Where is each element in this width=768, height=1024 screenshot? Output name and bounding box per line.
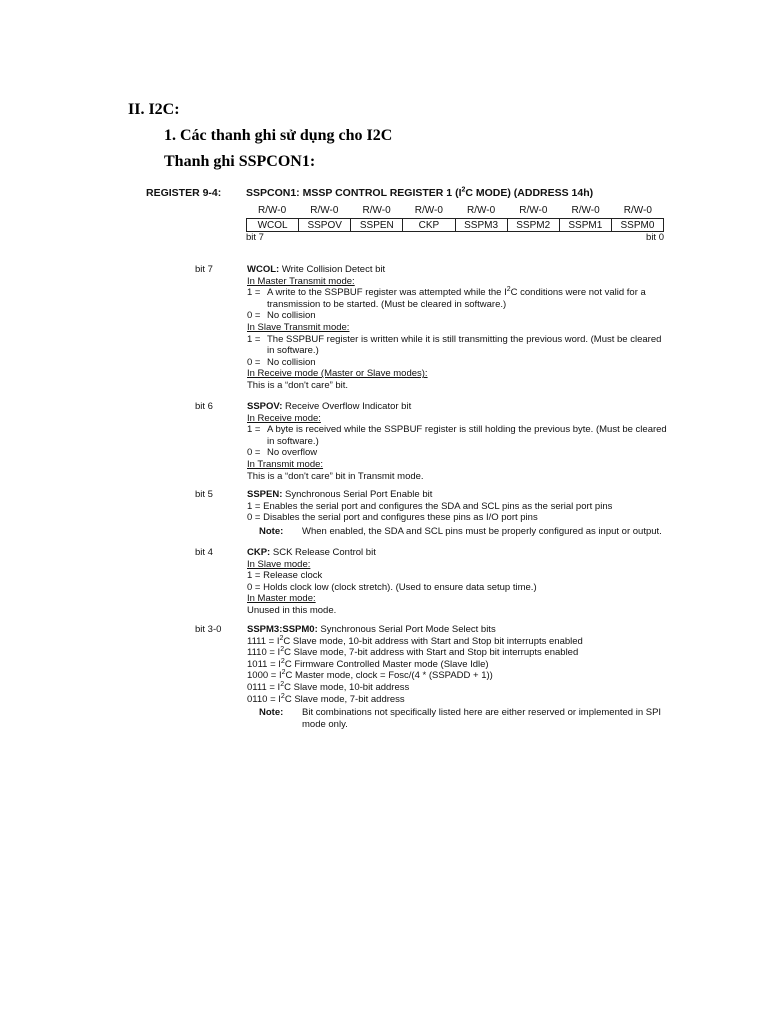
bit6-mode-receive: In Receive mode: [247, 412, 321, 424]
access-cell: R/W-0 [310, 205, 339, 216]
bit-high-label: bit 7 [246, 232, 264, 243]
access-cell: R/W-0 [519, 205, 548, 216]
access-cell: R/W-0 [623, 205, 652, 216]
bit7-m1-one: 1 = A write to the SSPBUF register was attempted while the $I^2C$ conditions were not valid for a transmission to be started. (Must be cleared in software.) [247, 286, 646, 310]
bit4-m2-text: Unused in this mode. [247, 604, 337, 616]
bit-name-cell: SSPM2 [508, 219, 560, 231]
register-bit-table [246, 204, 664, 244]
bit4-line-zero: 0 = Holds clock low (clock stretch). (Used to ensure data setup time.) [247, 581, 537, 593]
access-cell: R/W-0 [467, 205, 496, 216]
bit-name-cell: SSPM3 [456, 219, 508, 231]
bit4-description [247, 547, 667, 617]
access-cell: R/W-0 [362, 205, 391, 216]
bit6-m1-zero: 0 = No overflow [247, 447, 318, 459]
bit-low-label: bit 0 [646, 232, 664, 243]
bit30-mode-line: $0110 = I^2C$ Slave mode, 7-bit address [247, 692, 405, 705]
register-label: REGISTER 9-4: [146, 187, 222, 199]
access-cell: R/W-0 [258, 205, 287, 216]
bit6-m2-text: This is a “don't care” bit in Transmit mode. [247, 470, 424, 482]
bit-name-cell: SSPEN [351, 219, 403, 231]
bit4-mode-master: In Master mode: [247, 593, 316, 605]
access-cell: R/W-0 [414, 205, 443, 216]
access-cell: R/W-0 [571, 205, 600, 216]
access-row [246, 204, 664, 218]
bit5-line-one: 1 = Enables the serial port and configures the SDA and SCL pins as the serial port pins [247, 500, 613, 512]
bit4-label: bit 4 [195, 547, 213, 558]
bit4-line-one: 1 = Release clock [247, 570, 323, 582]
bit7-label: bit 7 [195, 264, 213, 275]
bit30-label: bit 3-0 [195, 624, 222, 635]
bit-name-cell: WCOL [247, 219, 299, 231]
bit5-title: Synchronous Serial Port Enable bit [282, 489, 433, 500]
bit5-line-zero: 0 = Disables the serial port and configures these pins as I/O port pins [247, 512, 538, 524]
section-heading: II. I2C: [128, 101, 180, 118]
bit4-title: SCK Release Control bit [270, 547, 376, 558]
bit7-mode-receive: In Receive mode (Master or Slave modes): [247, 368, 428, 380]
bit6-m1-one: 1 = A byte is received while the SSPBUF register is still holding the previous byte. (Must be cleared in software.) [247, 424, 667, 447]
bit7-m1-zero: 0 = No collision [247, 310, 316, 322]
bit30-description [247, 624, 667, 730]
bit5-note: Note: When enabled, the SDA and SCL pins must be properly configured as input or output. [259, 525, 662, 537]
subsection-heading: 1. Các thanh ghi sử dụng cho I2C [164, 127, 393, 144]
bit6-title: Receive Overflow Indicator bit [282, 401, 412, 412]
bit-name-cell: SSPM0 [620, 220, 655, 231]
bit-name-cell: CKP [403, 219, 455, 231]
bit7-mode-master-tx: In Master Transmit mode: [247, 275, 355, 287]
bit30-mode-line: $1111 = I^2C$ Slave mode, 10-bit address with Start and Stop bit interrupts enabled [247, 634, 583, 647]
bit-number-row [246, 232, 664, 244]
bit5-description [247, 489, 667, 537]
bit30-mode-line: $1000 = I^2C$ Master mode, clock = Fosc/(4 * (SSPADD + 1)) [247, 669, 493, 682]
bit5-name: SSPEN: [247, 489, 283, 500]
bit30-title: Synchronous Serial Port Mode Select bits [317, 624, 496, 635]
bit6-description [247, 401, 667, 482]
bit7-name: WCOL: [247, 264, 280, 275]
bit30-note: Note: Bit combinations not specifically listed here are either reserved or implemented in SPI mode only. [259, 707, 662, 730]
bit7-title: Write Collision Detect bit [279, 264, 386, 275]
bit30-mode-line: $1110 = I^2C$ Slave mode, 7-bit address with Start and Stop bit interrupts enabled [247, 646, 579, 659]
bit7-m2-zero: 0 = No collision [247, 356, 316, 368]
bit7-description [247, 264, 667, 392]
bit-name-row [246, 218, 664, 232]
bit4-mode-slave: In Slave mode: [247, 558, 311, 570]
bit6-mode-transmit: In Transmit mode: [247, 458, 324, 470]
register-title: SSPCON1: MSSP CONTROL REGISTER 1 ($I^2C$ MODE) (ADDRESS 14h) [246, 186, 594, 199]
bit7-m3-text: This is a “don't care” bit. [247, 379, 349, 391]
bit-name-cell: SSPM1 [560, 219, 612, 231]
bit6-name: SSPOV: [247, 401, 283, 412]
bit7-mode-slave-tx: In Slave Transmit mode: [247, 321, 350, 333]
bit7-m2-one: 1 = The SSPBUF register is written while it is still transmitting the previous word. (Must be cleared in software.) [247, 333, 662, 357]
bit4-name: CKP: [247, 547, 271, 558]
bit30-mode-line: $0111 = I^2C$ Slave mode, 10-bit address [247, 680, 410, 693]
bit30-mode-line: $1011 = I^2C$ Firmware Controlled Master mode (Slave Idle) [247, 657, 489, 670]
register-intro-heading: Thanh ghi SSPCON1: [164, 153, 316, 170]
bit30-name: SSPM3:SSPM0: [247, 624, 318, 635]
bit6-label: bit 6 [195, 401, 213, 412]
bit-name-cell: SSPOV [299, 219, 351, 231]
bit5-label: bit 5 [195, 489, 213, 500]
